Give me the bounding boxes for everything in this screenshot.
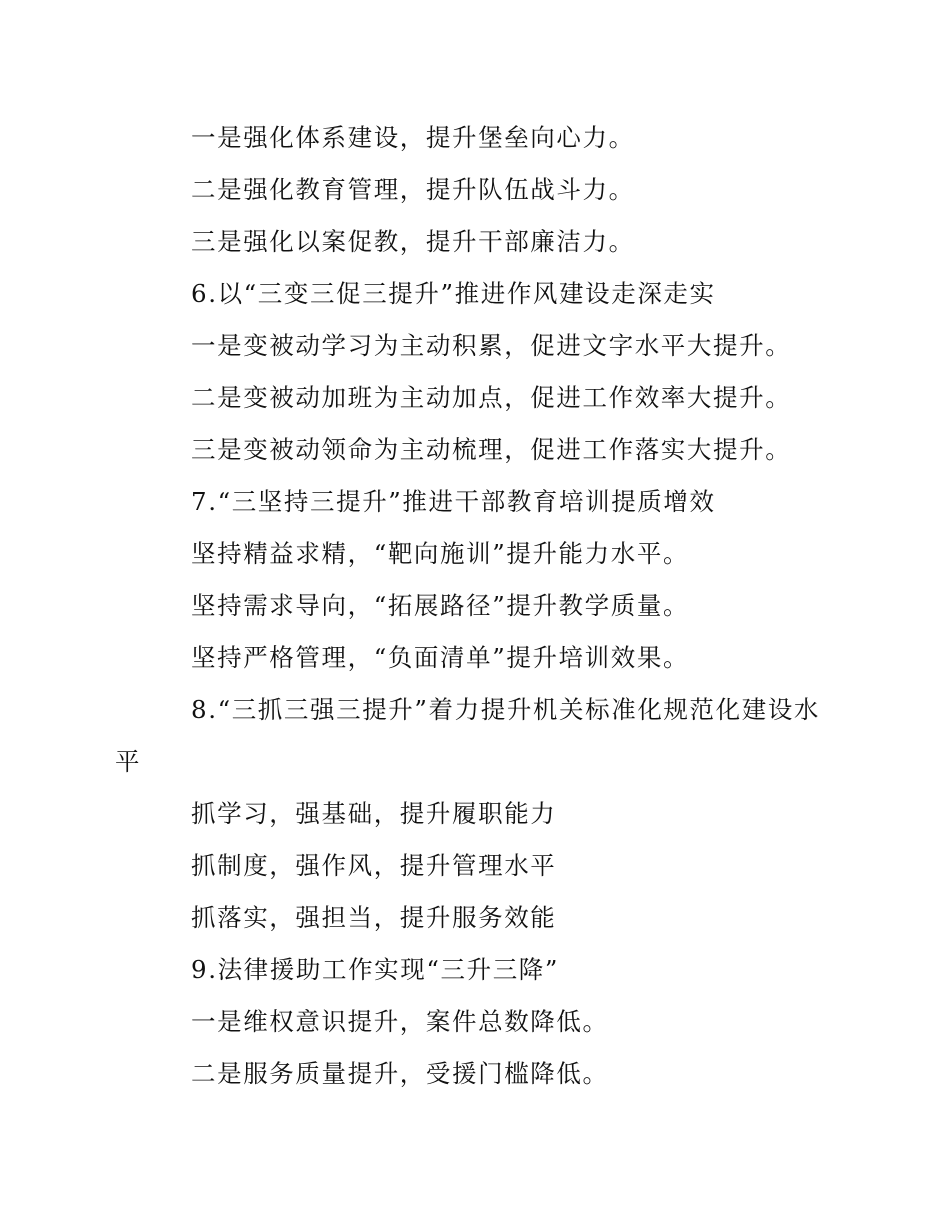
paragraph-line: 二是变被动加班为主动加点，促进工作效率大提升。 bbox=[191, 383, 792, 412]
paragraph-line: 一是维权意识提升，案件总数降低。 bbox=[191, 1007, 609, 1036]
paragraph-line: 坚持需求导向，“拓展路径”提升教学质量。 bbox=[191, 591, 690, 620]
section-heading: 7.“三坚持三提升”推进干部教育培训提质增效 bbox=[191, 487, 716, 516]
paragraph-line: 坚持精益求精，“靶向施训”提升能力水平。 bbox=[191, 539, 690, 568]
section-heading-continuation: 平 bbox=[115, 747, 142, 776]
paragraph-line: 一是强化体系建设，提升堡垒向心力。 bbox=[191, 123, 635, 152]
section-heading: 9.法律援助工作实现“三升三降” bbox=[191, 955, 560, 984]
section-heading: 8.“三抓三强三提升”着力提升机关标准化规范化建设水 bbox=[191, 695, 821, 724]
paragraph-line: 三是强化以案促教，提升干部廉洁力。 bbox=[191, 227, 635, 256]
paragraph-line: 坚持严格管理，“负面清单”提升培训效果。 bbox=[191, 643, 690, 672]
paragraph-line: 一是变被动学习为主动积累，促进文字水平大提升。 bbox=[191, 331, 792, 360]
paragraph-line: 二是强化教育管理，提升队伍战斗力。 bbox=[191, 175, 635, 204]
paragraph-line: 二是服务质量提升，受援门槛降低。 bbox=[191, 1059, 609, 1088]
paragraph-line: 抓落实，强担当，提升服务效能 bbox=[191, 903, 557, 932]
paragraph-line: 抓制度，强作风，提升管理水平 bbox=[191, 851, 557, 880]
paragraph-line: 抓学习，强基础，提升履职能力 bbox=[191, 799, 557, 828]
paragraph-line: 三是变被动领命为主动梳理，促进工作落实大提升。 bbox=[191, 435, 792, 464]
section-heading: 6.以“三变三促三提升”推进作风建设走深走实 bbox=[191, 279, 716, 308]
